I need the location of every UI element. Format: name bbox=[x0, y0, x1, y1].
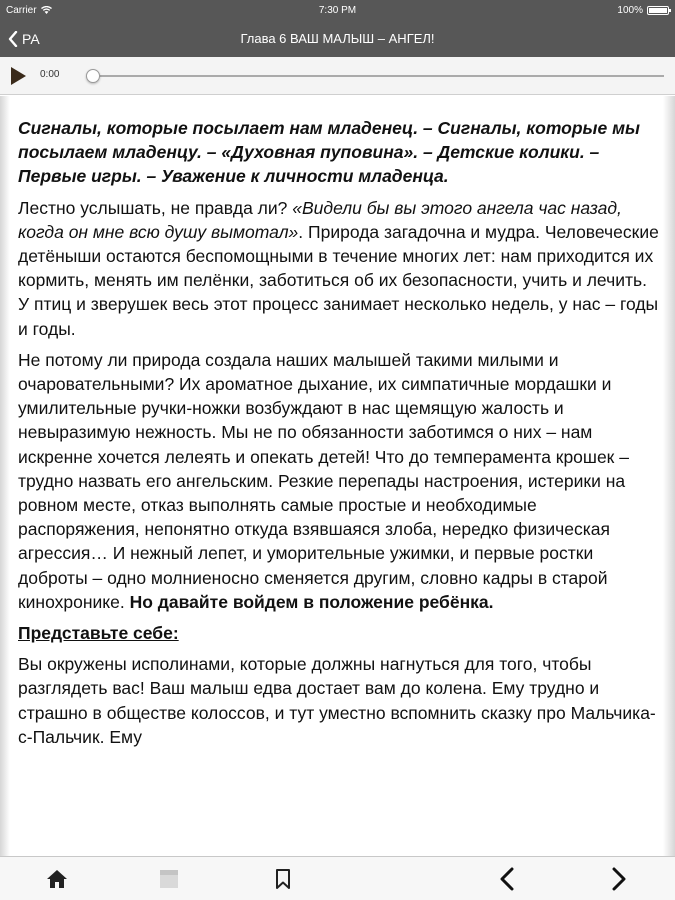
back-button-label: РА bbox=[22, 30, 40, 47]
paragraph-1-quote: «Видели бы вы этого ангела час назад, когда он мне всю душу вымотал» bbox=[18, 197, 622, 242]
previous-page-button[interactable] bbox=[494, 866, 520, 892]
status-time: 7:30 PM bbox=[318, 4, 357, 16]
elapsed-time: 0:00 bbox=[40, 69, 60, 80]
reader-content bbox=[0, 96, 675, 856]
paragraph-1-start: Лестно услышать, не правда ли? bbox=[18, 197, 293, 218]
home-button[interactable] bbox=[44, 866, 70, 892]
progress-slider-knob[interactable] bbox=[86, 69, 100, 83]
battery-percent: 100% bbox=[617, 4, 643, 16]
audio-player bbox=[0, 57, 675, 95]
chapter-subtitle: Сигналы, которые посылает нам младенец. – Сигналы, которые мы посылаем младенцу. – «Духовная пуповина». – Детские колики. – Первые игры. – Уважение к личности младенца. bbox=[18, 118, 640, 187]
paragraph-1 bbox=[18, 196, 661, 341]
status-bar bbox=[0, 0, 675, 20]
previous-icon bbox=[499, 867, 515, 891]
progress-slider-track[interactable] bbox=[93, 75, 664, 77]
home-icon bbox=[46, 869, 68, 889]
chapter-title: Глава 6 ВАШ МАЛЫШ – АНГЕЛ! bbox=[240, 31, 435, 46]
carrier-label: Carrier bbox=[6, 4, 37, 16]
paragraph-2-text: Не потому ли природа создала наших малышей такими милыми и очаровательными? Их ароматное дыхание, их симпатичные мордашки и умилительные ручки-ножки возбуждают в нас щемящую жалость и невыразимую нежность. Мы не по обязанности заботимся о них – нам искренне хочется лелеять и опекать детей! Что до темперамента крошек – трудно назвать его ангельским. Резкие перепады настроения, истерики на ровном месте, отказ выполнять самые простые и необходимые распоряжения, непонятно откуда взявшаяся злоба, нередко физическая агрессия… И нежный лепет, и уморительные ужимки, и первые ростки доброты – одно молниеносно сменяется другим, словно кадры в старой кинохронике. bbox=[18, 349, 629, 612]
notes-button[interactable] bbox=[156, 866, 182, 892]
bookmark-icon bbox=[274, 868, 292, 890]
paragraph-2 bbox=[18, 348, 661, 614]
play-button[interactable] bbox=[9, 65, 29, 87]
bookmark-button[interactable] bbox=[270, 866, 296, 892]
play-icon bbox=[11, 67, 26, 85]
paragraph-1-rest: . Природа загадочна и мудра. Человеческие детёныши остаются беспомощными в течение многих лет: нам приходится их кормить, менять им пелёнки, заботиться об их безопасности, учить и лечить. У птиц и зверушек весь этот процесс занимает несколько недель, у нас – годы и годы. bbox=[18, 221, 659, 339]
paragraph-3: Вы окружены исполинами, которые должны нагнуться для того, чтобы разглядеть вас! Ваш малыш едва достает вам до колена. Ему трудно и страшно в обществе колоссов, и тут уместно вспомнить сказку про Мальчика-с-Пальчик. Ему bbox=[18, 654, 656, 747]
notes-icon bbox=[158, 868, 180, 890]
navigation-bar bbox=[0, 20, 675, 57]
status-left bbox=[6, 5, 52, 16]
wifi-icon bbox=[41, 6, 52, 14]
section-heading: Представьте себе: bbox=[18, 623, 179, 644]
next-page-button[interactable] bbox=[606, 866, 632, 892]
bottom-toolbar bbox=[0, 856, 675, 900]
next-icon bbox=[611, 867, 627, 891]
battery-icon bbox=[647, 6, 669, 15]
paragraph-2-bold: Но давайте войдем в положение ребёнка. bbox=[129, 591, 494, 612]
status-right bbox=[617, 5, 669, 16]
